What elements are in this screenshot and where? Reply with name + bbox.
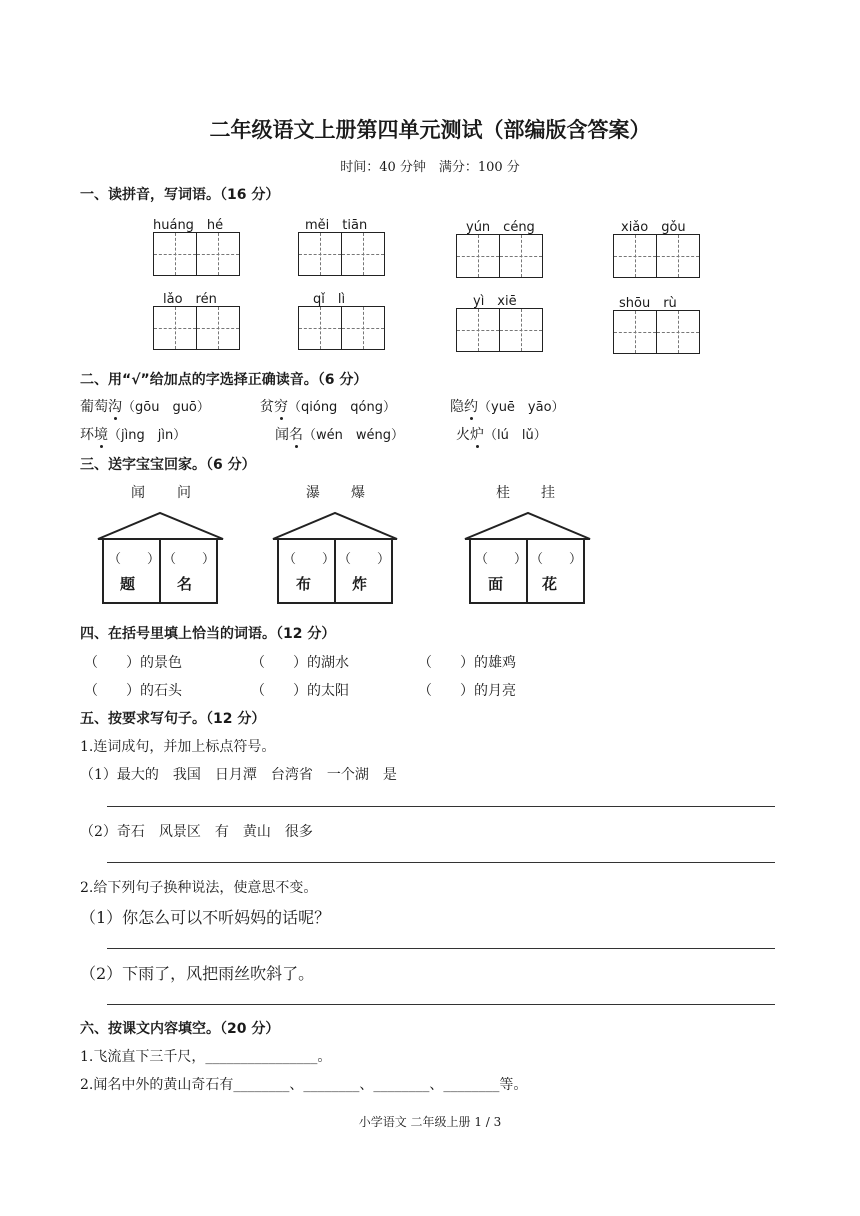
answer-blank[interactable]: （ ） [108, 552, 161, 567]
answer-line[interactable] [107, 806, 775, 807]
fill-phrase[interactable]: （ ）的太阳 [251, 683, 349, 699]
fill-question-1[interactable]: 1.飞流直下三千尺，________________。 [80, 1049, 332, 1065]
writing-grid[interactable] [456, 308, 543, 352]
answer-blank[interactable]: （ ） [338, 552, 391, 567]
writing-grid[interactable] [456, 234, 543, 278]
char-option: 桂 [496, 485, 510, 501]
fill-phrase[interactable]: （ ）的雄鸡 [418, 655, 516, 671]
reading-choice[interactable]: 闻名（wén wéng） [275, 427, 404, 443]
question-1b: （2）奇石 风景区 有 黄山 很多 [80, 824, 313, 840]
fill-phrase[interactable]: （ ）的湖水 [251, 655, 349, 671]
house-char: 题 [120, 575, 136, 593]
house-char: 布 [296, 575, 312, 593]
dotted-char: 约 [464, 399, 478, 415]
question-2a: （1）你怎么可以不听妈妈的话呢？ [80, 908, 331, 927]
pinyin-label: huáng hé [153, 218, 224, 233]
writing-grid[interactable] [613, 234, 700, 278]
writing-grid[interactable] [298, 232, 385, 276]
char-option: 闻 [131, 485, 145, 501]
pinyin-label: měi tiān [305, 218, 368, 233]
section-1-heading: 一、读拼音，写词语。（16 分） [80, 187, 280, 203]
dotted-char: 穷 [274, 399, 288, 415]
writing-grid[interactable] [613, 310, 700, 354]
fill-question-2[interactable]: 2.闻名中外的黄山奇石有________、________、________、________等。 [80, 1077, 528, 1093]
answer-blank[interactable]: （ ） [475, 552, 528, 567]
char-option: 挂 [541, 485, 555, 501]
house-char: 面 [488, 575, 504, 593]
answer-blank[interactable]: （ ） [283, 552, 336, 567]
answer-line[interactable] [107, 862, 775, 863]
question-1a: （1）最大的 我国 日月潭 台湾省 一个湖 是 [80, 767, 397, 783]
section-2-heading: 二、用“√”给加点的字选择正确读音。（6 分） [80, 372, 368, 388]
section-6-heading: 六、按课文内容填空。（20 分） [80, 1021, 280, 1037]
answer-line[interactable] [107, 1004, 775, 1005]
section-5-heading: 五、按要求写句子。（12 分） [80, 711, 266, 727]
reading-choice[interactable]: 贫穷（qióng qóng） [260, 399, 397, 415]
question-2b: （2）下雨了，风把雨丝吹斜了。 [80, 964, 315, 983]
answer-line[interactable] [107, 948, 775, 949]
reading-choice[interactable]: 隐约（yuē yāo） [450, 399, 565, 415]
dotted-char: 炉 [470, 427, 484, 443]
answer-blank[interactable]: （ ） [530, 552, 583, 567]
reading-choice[interactable]: 环境（jìng jìn） [80, 427, 187, 443]
pinyin-label: shōu rù [619, 296, 677, 311]
dotted-char: 境 [94, 427, 108, 443]
fill-phrase[interactable]: （ ）的石头 [84, 683, 182, 699]
pinyin-label: yún céng [466, 220, 535, 235]
writing-grid[interactable] [298, 306, 385, 350]
char-option: 爆 [351, 485, 365, 501]
page-title: 二年级语文上册第四单元测试（部编版含答案） [209, 118, 651, 142]
fill-phrase[interactable]: （ ）的景色 [84, 655, 182, 671]
pinyin-label: lǎo rén [163, 292, 217, 307]
section-4-heading: 四、在括号里填上恰当的词语。（12 分） [80, 626, 336, 642]
writing-grid[interactable] [153, 232, 240, 276]
page-footer: 小学语文 二年级上册 1 / 3 [358, 1115, 502, 1129]
pinyin-label: yì xiē [473, 294, 517, 309]
pinyin-label: qǐ lì [313, 292, 346, 307]
house-char: 炸 [352, 575, 368, 593]
section-3-heading: 三、送字宝宝回家。（6 分） [80, 457, 256, 473]
exam-info: 时间：40 分钟 满分：100 分 [340, 160, 520, 175]
question-1-prompt: 1.连词成句，并加上标点符号。 [80, 739, 276, 755]
writing-grid[interactable] [153, 306, 240, 350]
answer-blank[interactable]: （ ） [163, 552, 216, 567]
char-option: 瀑 [306, 485, 320, 501]
reading-choice[interactable]: 葡萄沟（gōu guō） [80, 399, 210, 415]
house-char: 名 [177, 575, 193, 593]
fill-phrase[interactable]: （ ）的月亮 [418, 683, 516, 699]
char-option: 问 [177, 485, 191, 501]
reading-choice[interactable]: 火炉（lú lǔ） [456, 427, 547, 443]
pinyin-label: xiǎo gǒu [621, 220, 686, 235]
house-char: 花 [542, 575, 558, 593]
dotted-char: 名 [289, 427, 303, 443]
dotted-char: 沟 [108, 399, 122, 415]
question-2-prompt: 2.给下列句子换种说法，使意思不变。 [80, 880, 318, 896]
